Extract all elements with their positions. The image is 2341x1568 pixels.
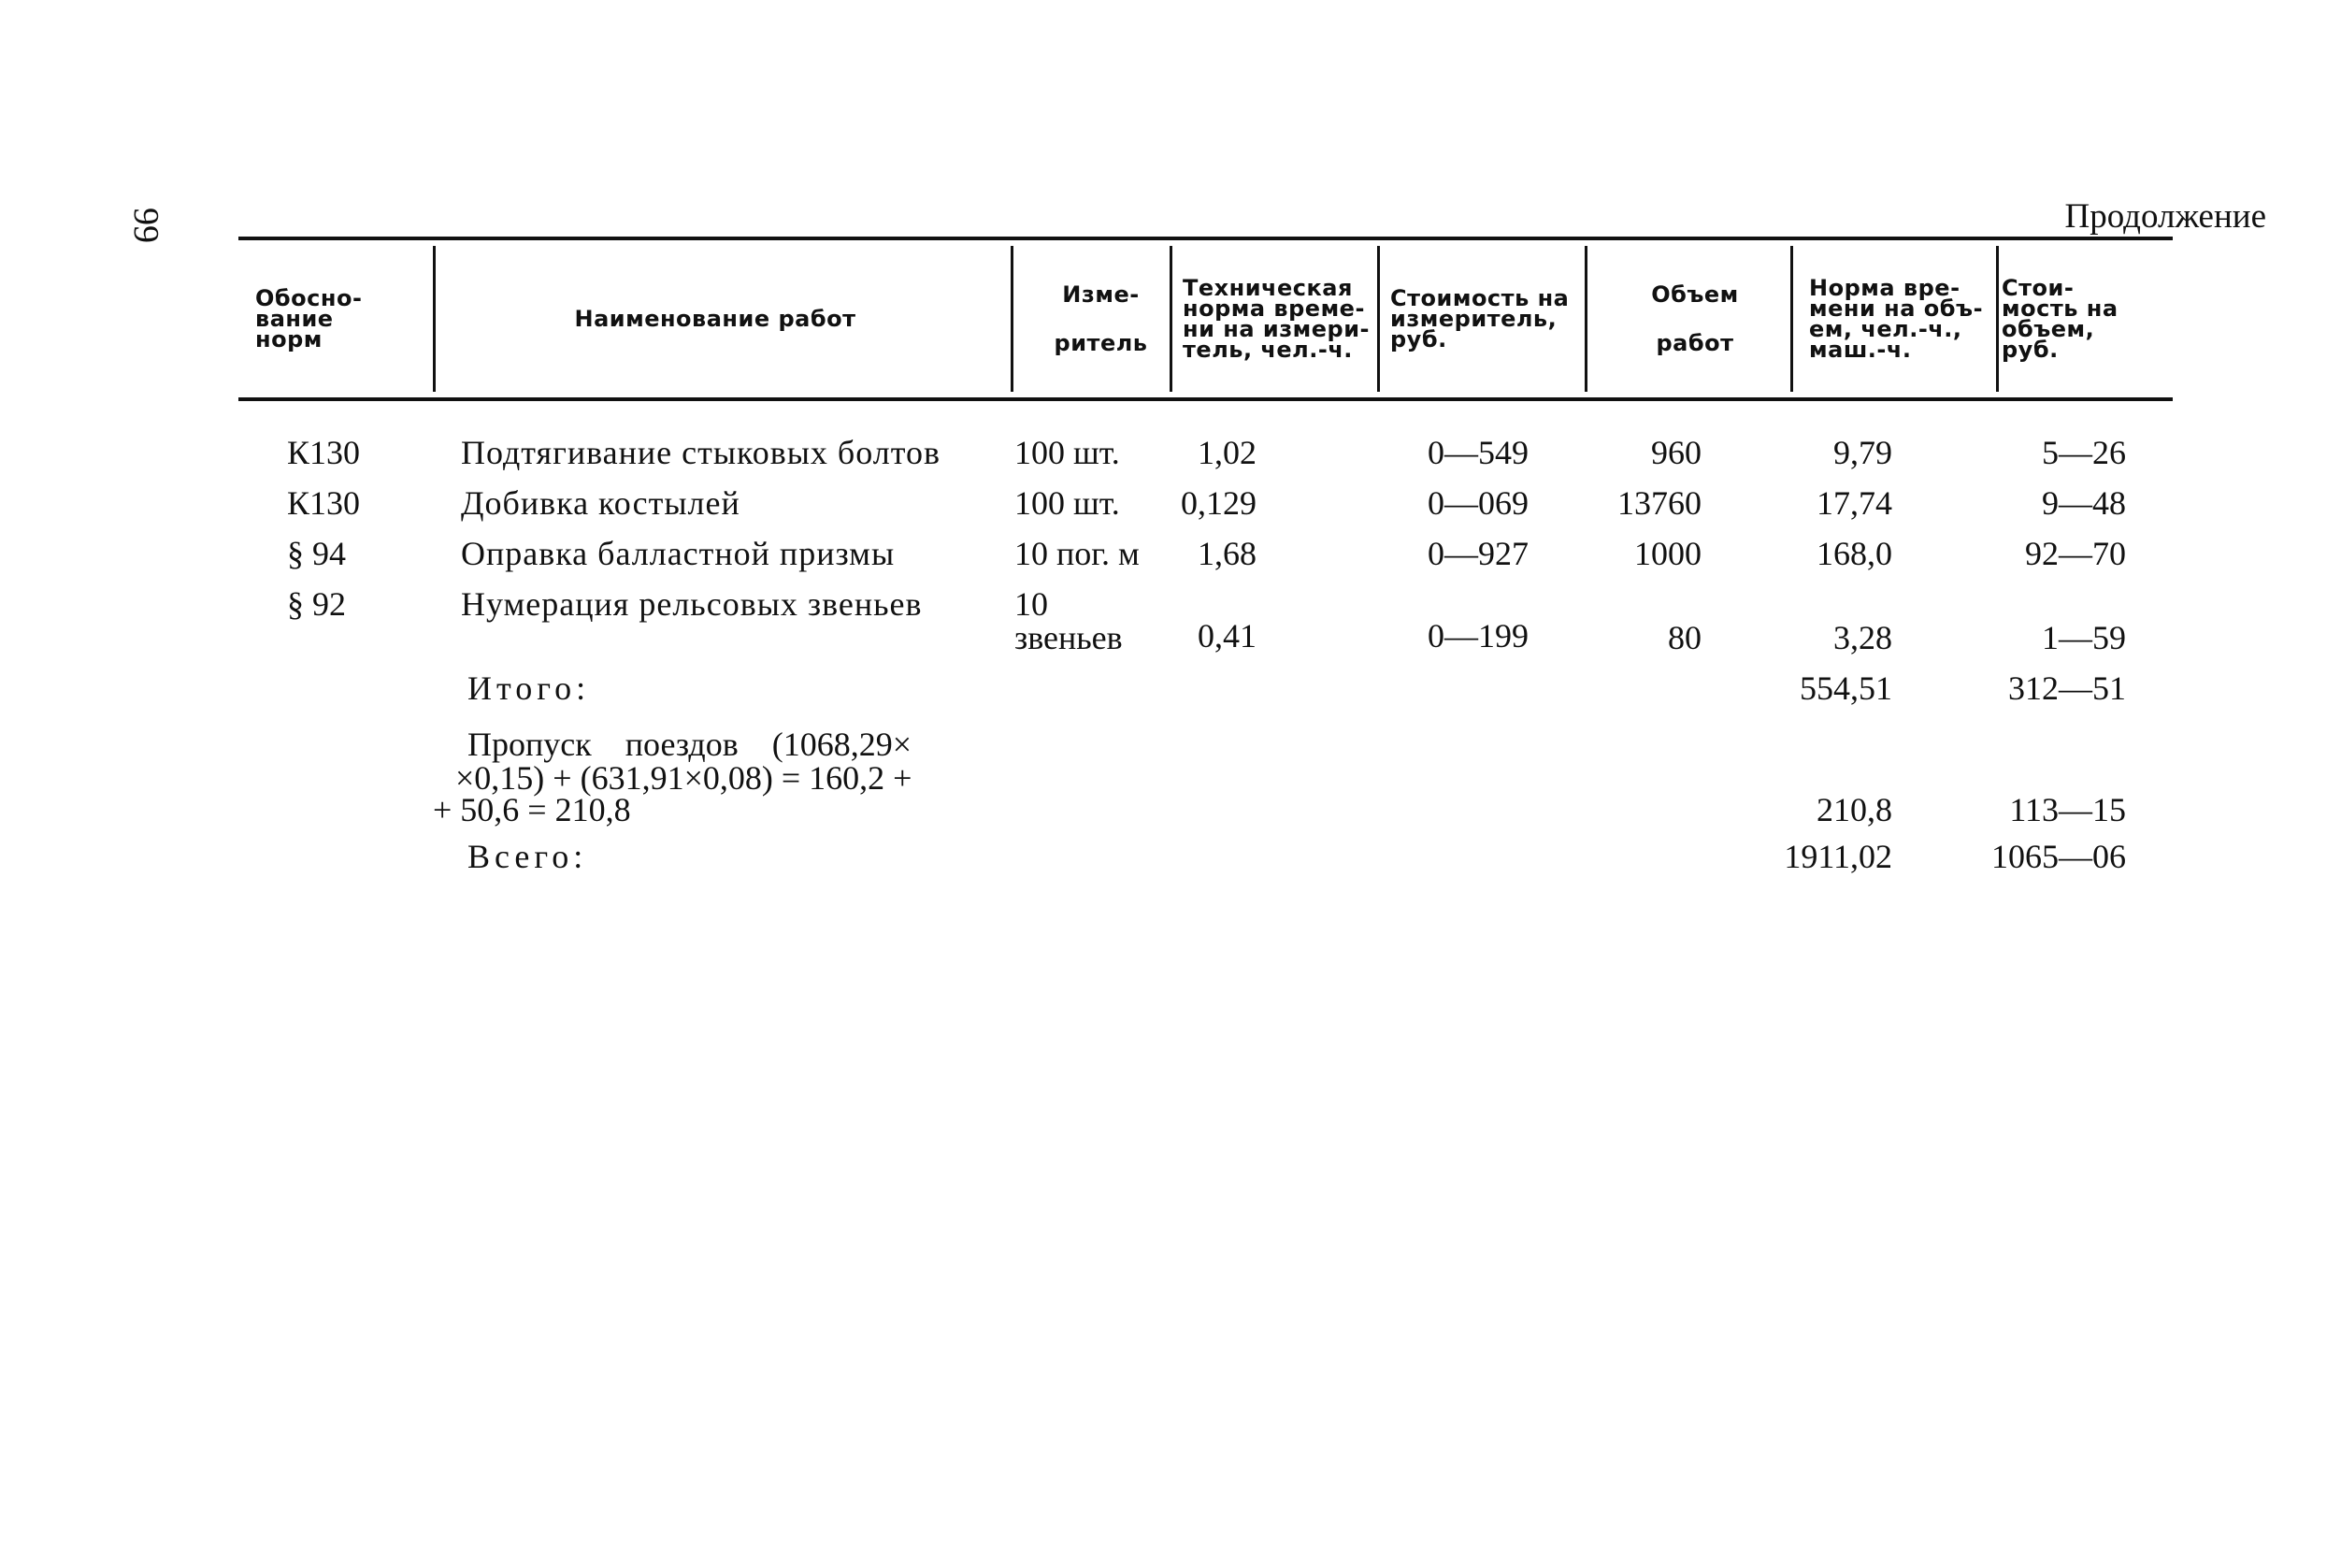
- cell-name: Оправка балластной призмы: [461, 535, 896, 572]
- subtotal-cost-volume: 312—51: [2008, 669, 2126, 707]
- cell-cost-per-unit: 0—927: [1428, 535, 1529, 572]
- total-label: Всего:: [467, 838, 588, 875]
- header-divider: [1170, 246, 1172, 392]
- trains-time-norm-volume: 210,8: [1817, 791, 1892, 828]
- table-header: [238, 240, 2173, 397]
- trains-line-3: + 50,6 = 210,8: [433, 791, 631, 828]
- header-volume: Объем работ: [1651, 281, 1739, 356]
- cell-cost-per-unit: 0—069: [1428, 484, 1529, 522]
- cell-basis: К130: [287, 484, 361, 522]
- trains-line-1: Пропуск поездов (1068,29×: [467, 726, 912, 763]
- header-cost-per-unit: Стоимость на измеритель, руб.: [1390, 285, 1570, 352]
- norms-table: [238, 237, 2173, 925]
- subtotal-label: Итого:: [467, 669, 591, 707]
- cell-name: Добивка костылей: [461, 484, 740, 522]
- cell-tech-norm: 0,41: [1198, 617, 1257, 655]
- cell-basis: § 94: [287, 535, 346, 572]
- header-divider: [1790, 246, 1793, 392]
- cell-unit: 10 пог. м: [1014, 535, 1140, 572]
- header-basis: Обосно- вание норм: [255, 285, 363, 352]
- cell-name: Нумерация рельсовых звеньев: [461, 585, 923, 623]
- continuation-label: Продолжение: [2064, 197, 2266, 236]
- cell-volume: 80: [1668, 619, 1702, 656]
- total-cost-volume: 1065—06: [1991, 838, 2126, 875]
- cell-cost-per-unit: 0—549: [1428, 434, 1529, 471]
- header-name: Наименование работ: [574, 306, 856, 332]
- page-number: 99: [126, 208, 165, 243]
- cell-volume: 13760: [1617, 484, 1702, 522]
- cell-tech-norm: 0,129: [1181, 484, 1257, 522]
- header-tech-norm: Техническая норма време- ни на измери- тель, чел.-ч.: [1183, 275, 1370, 363]
- header-divider: [1011, 246, 1013, 392]
- header-divider: [1996, 246, 1999, 392]
- header-time-norm-volume: Норма вре- мени на объ- ем, чел.-ч., маш.-ч.: [1809, 275, 1984, 363]
- cell-unit-line2: звеньев: [1014, 619, 1123, 656]
- cell-unit: 100 шт.: [1014, 434, 1120, 471]
- cell-cost-volume: 92—70: [2025, 535, 2126, 572]
- trains-line-2: ×0,15) + (631,91×0,08) = 160,2 +: [455, 759, 912, 797]
- cell-unit-line1: 10: [1014, 585, 1048, 623]
- subtotal-time-norm-volume: 554,51: [1800, 669, 1892, 707]
- cell-basis: К130: [287, 434, 361, 471]
- header-divider: [1585, 246, 1587, 392]
- total-time-norm-volume: 1911,02: [1784, 838, 1892, 875]
- cell-time-norm-volume: 168,0: [1817, 535, 1892, 572]
- trains-cost-volume: 113—15: [2009, 791, 2126, 828]
- cell-cost-volume: 5—26: [2042, 434, 2126, 471]
- cell-volume: 1000: [1634, 535, 1702, 572]
- header-cost-volume: Стои- мость на объем, руб.: [2002, 275, 2118, 363]
- cell-cost-volume: 1—59: [2042, 619, 2126, 656]
- cell-tech-norm: 1,02: [1198, 434, 1257, 471]
- table-body: [238, 401, 2173, 925]
- cell-unit: 100 шт.: [1014, 484, 1120, 522]
- cell-time-norm-volume: 17,74: [1817, 484, 1892, 522]
- cell-time-norm-volume: 9,79: [1833, 434, 1892, 471]
- cell-volume: 960: [1651, 434, 1702, 471]
- cell-time-norm-volume: 3,28: [1833, 619, 1892, 656]
- cell-cost-volume: 9—48: [2042, 484, 2126, 522]
- cell-cost-per-unit: 0—199: [1428, 617, 1529, 655]
- header-divider: [1377, 246, 1380, 392]
- cell-tech-norm: 1,68: [1198, 535, 1257, 572]
- header-unit: Изме- ритель: [1054, 281, 1148, 356]
- cell-basis: § 92: [287, 585, 346, 623]
- cell-name: Подтягивание стыковых болтов: [461, 434, 941, 471]
